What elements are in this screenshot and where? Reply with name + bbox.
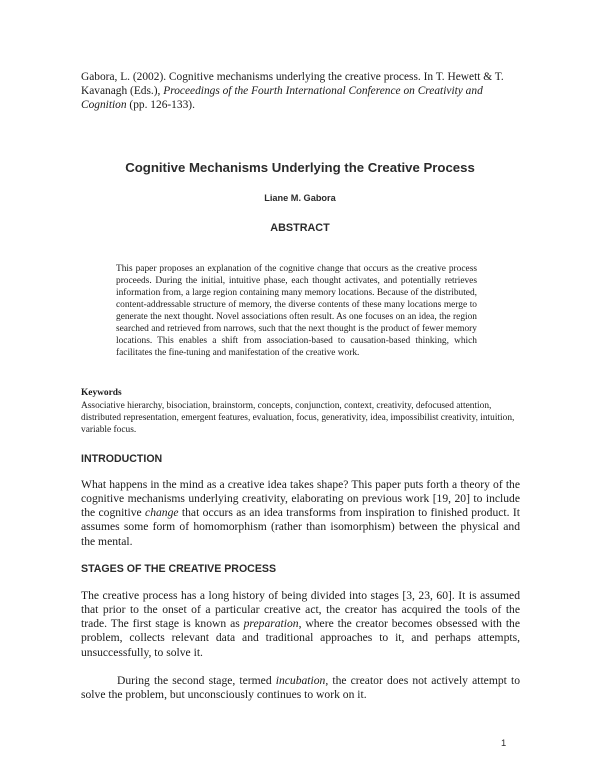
citation — [81, 70, 521, 113]
paper-title: Cognitive Mechanisms Underlying the Creative Process — [125, 160, 475, 175]
stages-p2-emphasis: incubation — [275, 674, 326, 687]
introduction-heading: INTRODUCTION — [81, 453, 163, 465]
citation-suffix: (pp. 126-133). — [126, 99, 195, 112]
stages-p2-text-b: , the creator does not actively attempt to solve the problem, but unconsciously continues to work on it. — [81, 674, 521, 702]
intro-text-a: What happens in the mind as a creative idea takes shape? This paper puts forth a theory of the cognitive mechanisms underlying creativity, elaborating on previous work [19, 20] to include the cognitive — [81, 478, 520, 520]
abstract-heading: ABSTRACT — [270, 222, 330, 234]
keywords-text: Associative hierarchy, bisociation, brainstorm, concepts, conjunction, context, creativity, defocused attention, distributed representation, emergent features, evaluation, focus, generativity, idea, impossibilist creativity, intuition, variable focus. — [81, 401, 515, 436]
stages-p1-text-b: , where the creator becomes obsessed with the problem, collects relevant data and traditional approaches to it, and perhaps attempts, unsuccessfully, to solve it. — [81, 617, 520, 659]
stages-paragraph-2 — [81, 674, 520, 702]
citation-proceedings: Proceedings of the Fourth International Conference on Creativity and Cognition — [81, 85, 483, 112]
keywords-heading: Keywords — [81, 388, 122, 398]
author-name: Liane M. Gabora — [264, 193, 336, 203]
citation-prefix: Gabora, L. (2002). Cognitive mechanisms underlying the creative process. In T. Hewett & T. Kavanagh (Eds.), — [81, 71, 504, 98]
intro-text-b: that occurs as an idea transforms from inspiration to finished product. It assumes some form of homomorphism (rather than isomorphism) between the physical and the mental. — [81, 506, 520, 548]
page-number: 1 — [501, 737, 507, 748]
stages-p1-emphasis: preparation — [243, 617, 299, 631]
stages-heading: STAGES OF THE CREATIVE PROCESS — [81, 563, 277, 575]
introduction-paragraph — [81, 478, 520, 549]
intro-emphasis: change — [145, 506, 179, 520]
abstract-text: This paper proposes an explanation of the cognitive change that occurs as the creative process proceeds. During the initial, intuitive phase, each thought activates, and potentially retrieves information from, a large region containing many memory locations. Because of the distributed, content-addressable structure of memory, the diverse contents of these many locations merge to generate the next thought. Novel associations often result. As one focuses on an idea, the region searched and retrieved from narrows, such that the next thought is the product of fewer memory locations. This enables a shift from association-based to causation-based thinking, which facilitates the fine-tuning and manifestation of the creative work. — [116, 264, 477, 359]
stages-p2-text-a: During the second stage, termed — [117, 674, 276, 687]
stages-p1-text-a: The creative process has a long history of being divided into stages [3, 23, 60]. It is assumed that prior to the onset of a particular creative act, the creator has acquired the tools of the trade. The first stage is known as — [81, 589, 520, 631]
stages-paragraph-1 — [81, 589, 520, 660]
